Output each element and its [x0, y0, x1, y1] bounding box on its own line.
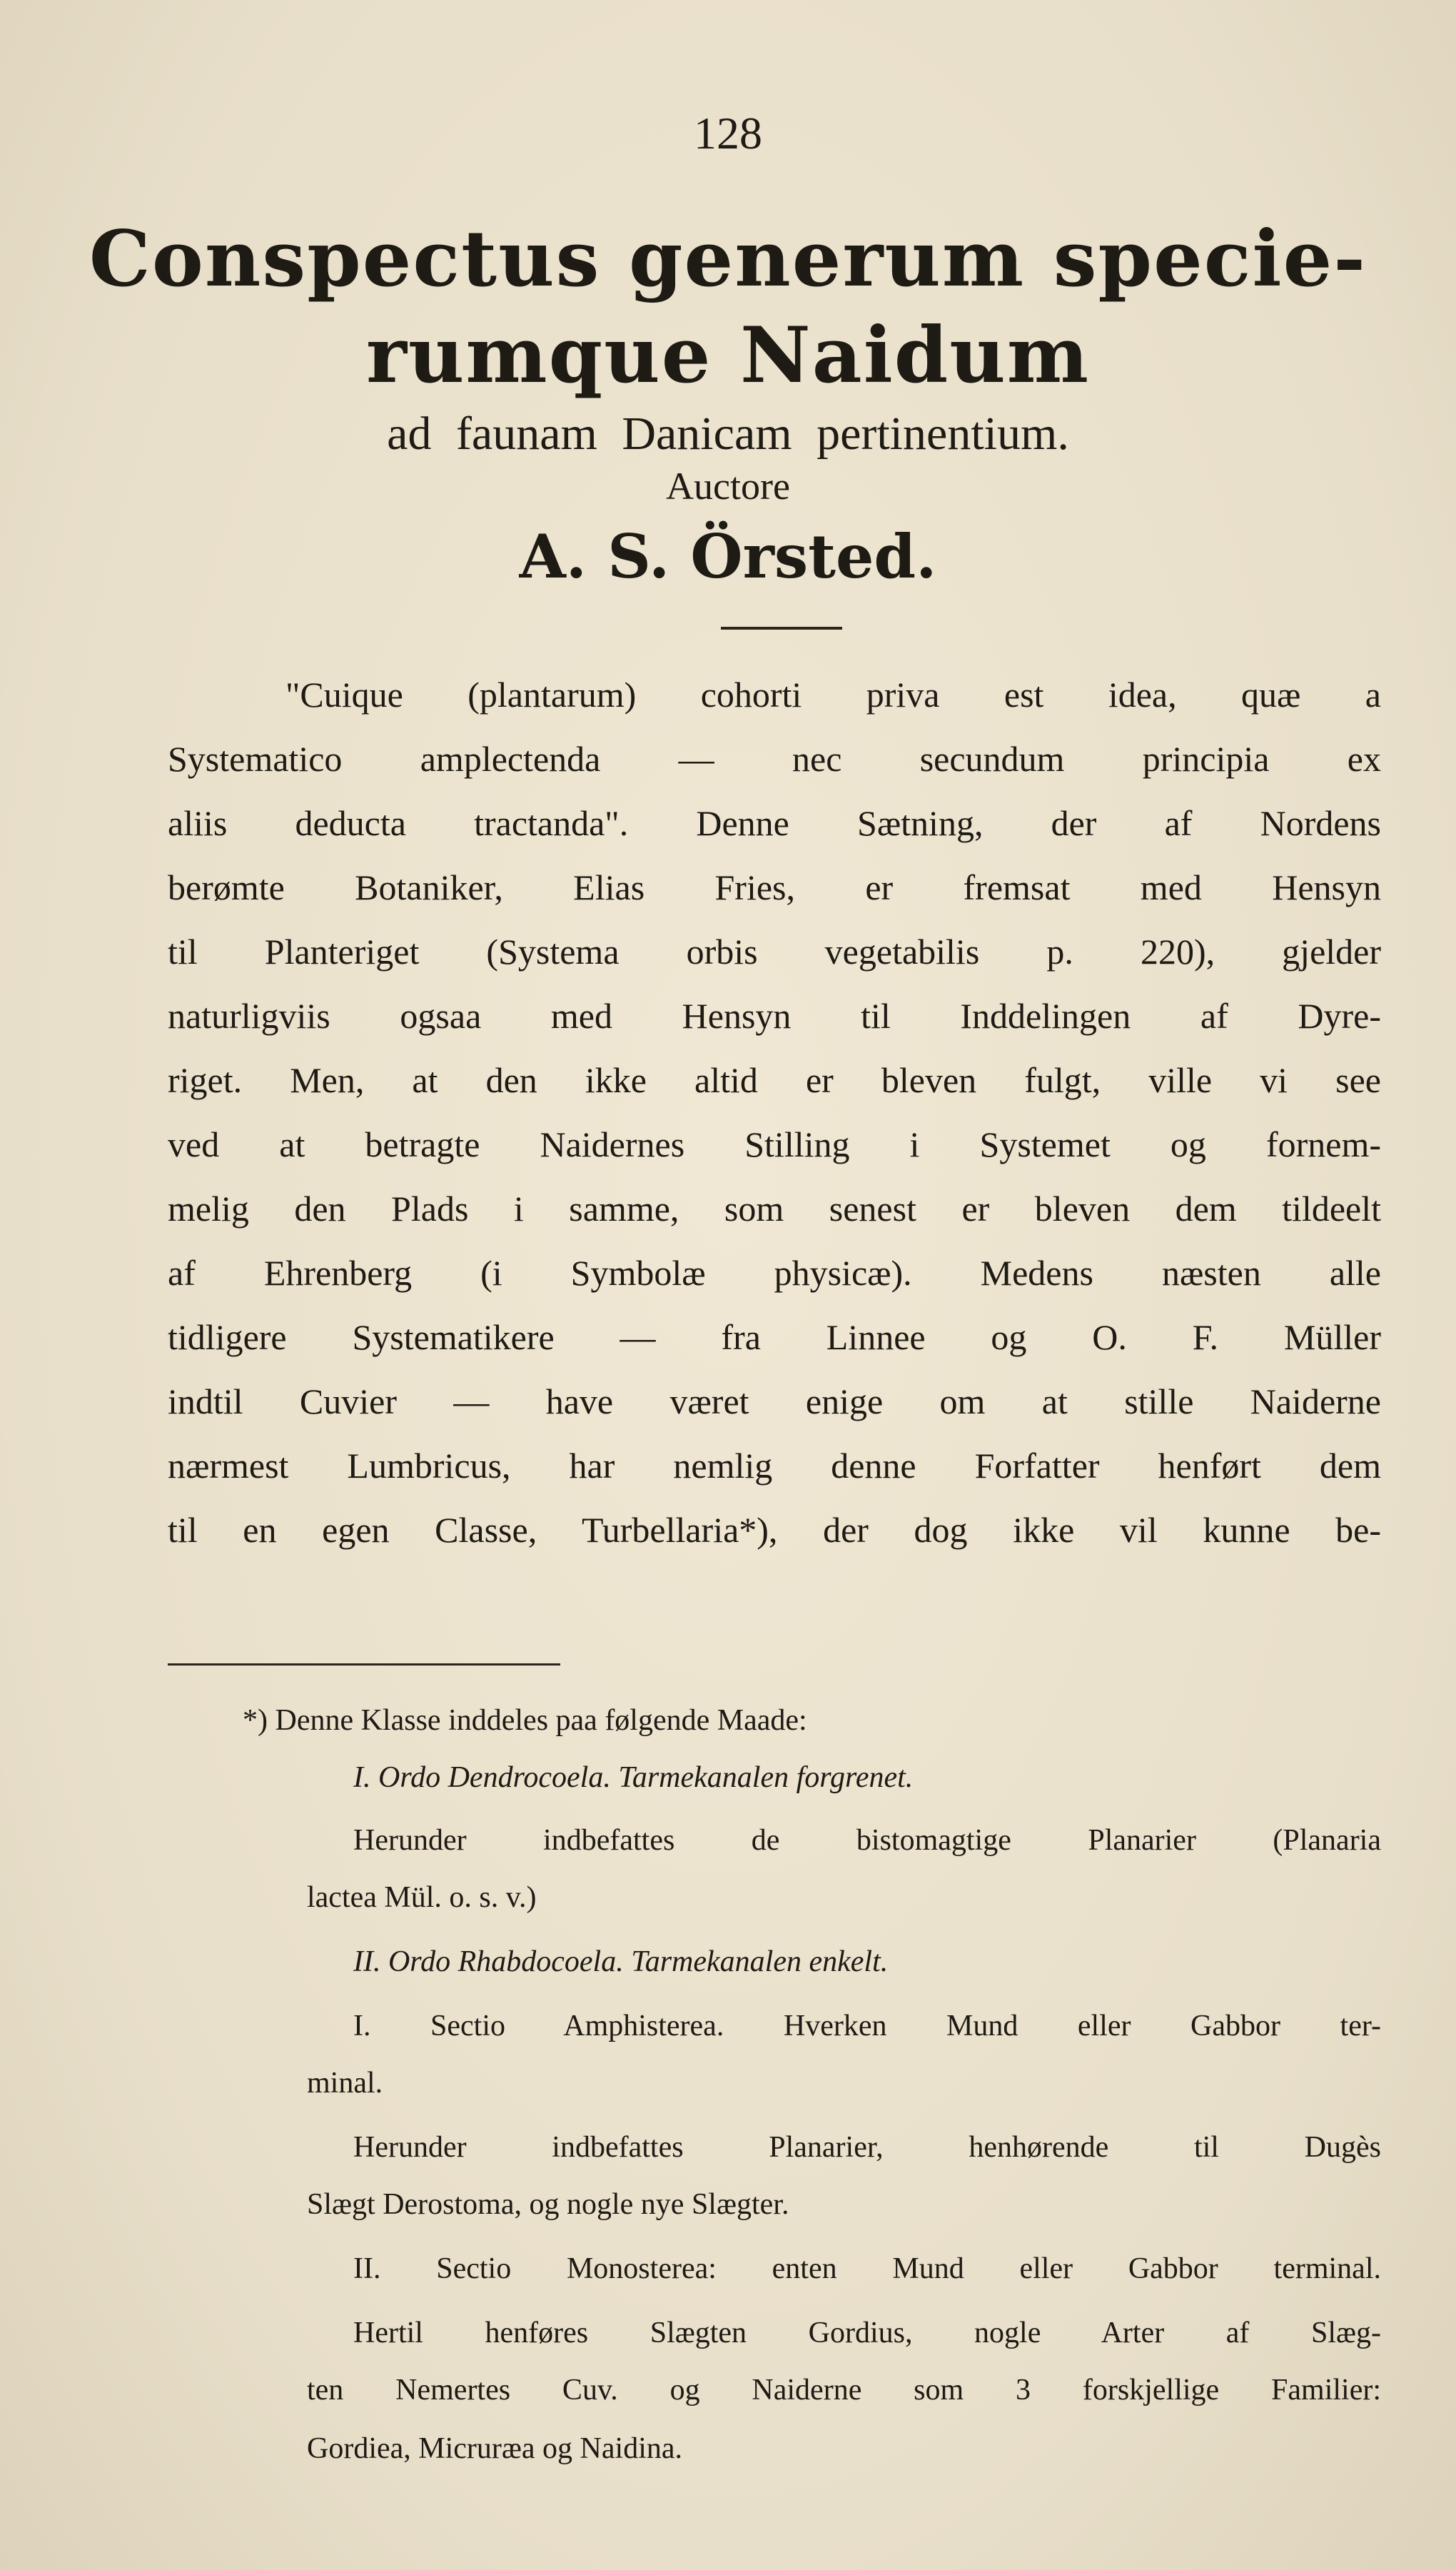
subtitle: ad faunam Danicam pertinentium.	[387, 408, 1069, 460]
body-line: indtil Cuvier — have været enige om at stille Naiderne	[168, 1381, 1381, 1421]
sectio-2-desc-end: Gordiea, Micruræa og Naidina.	[307, 2432, 683, 2465]
body-line: nærmest Lumbricus, har nemlig denne Forfatter henført dem	[168, 1446, 1381, 1486]
sectio-2-desc: Hertil henføres Slægten Gordius, nogle Arter af Slæg-	[353, 2317, 1381, 2349]
auctore-label: Auctore	[666, 465, 790, 508]
body-line: riget. Men, at den ikke altid er bleven fulgt, ville vi see	[168, 1060, 1381, 1100]
body-line: melig den Plads i samme, som senest er bleven dem tildeelt	[168, 1189, 1381, 1229]
sectio-1-desc: Herunder indbefattes Planarier, henhørende til Dugès	[353, 2131, 1381, 2164]
body-line: "Cuique (plantarum) cohorti priva est idea, quæ a	[285, 675, 1381, 715]
page-number: 128	[694, 108, 762, 158]
ordo-1: I. Ordo Dendrocoela. Tarmekanalen forgrenet.	[353, 1761, 914, 1794]
body-line: af Ehrenberg (i Symbolæ physicæ). Medens næsten alle	[168, 1253, 1381, 1293]
body-line: berømte Botaniker, Elias Fries, er fremsat med Hensyn	[168, 867, 1381, 907]
body-line: til en egen Classe, Turbellaria*), der dog ikke vil kunne be-	[168, 1510, 1381, 1550]
ordo-2: II. Ordo Rhabdocoela. Tarmekanalen enkelt.	[353, 1945, 889, 1978]
title-line-2: rumque Naidum	[365, 311, 1091, 400]
body-line: Systematico amplectenda — nec secundum principia ex	[168, 739, 1381, 779]
footnote-intro: *) Denne Klasse inddeles paa følgende Maade:	[243, 1704, 807, 1737]
title-line-1: Conspectus generum specie-	[89, 214, 1367, 304]
body-line: aliis deducta tractanda". Denne Sætning, der af Nordens	[168, 803, 1381, 843]
ordo-1-desc: Herunder indbefattes de bistomagtige Planarier (Planaria	[353, 1824, 1381, 1857]
body-line: tidligere Systematikere — fra Linnee og O. F. Müller	[168, 1317, 1381, 1357]
body-line: ved at betragte Naidernes Stilling i Systemet og fornem-	[168, 1124, 1381, 1164]
author-name: A. S. Örsted.	[519, 521, 937, 592]
title-divider	[721, 627, 842, 630]
footnote-divider	[168, 1663, 560, 1666]
ordo-1-desc-cont: lactea Mül. o. s. v.)	[307, 1881, 537, 1914]
sectio-2-desc-cont: ten Nemertes Cuv. og Naiderne som 3 forskjellige Familier:	[307, 2374, 1381, 2407]
sectio-1-desc-cont: Slægt Derostoma, og nogle nye Slægter.	[307, 2188, 789, 2221]
sectio-2: II. Sectio Monosterea: enten Mund eller Gabbor terminal.	[353, 2252, 1381, 2285]
sectio-1-cont: minal.	[307, 2067, 383, 2100]
body-line: naturligviis ogsaa med Hensyn til Inddelingen af Dyre-	[168, 996, 1381, 1036]
body-line: til Planteriget (Systema orbis vegetabilis p. 220), gjelder	[168, 932, 1381, 972]
sectio-1: I. Sectio Amphisterea. Hverken Mund eller Gabbor ter-	[353, 2010, 1381, 2042]
